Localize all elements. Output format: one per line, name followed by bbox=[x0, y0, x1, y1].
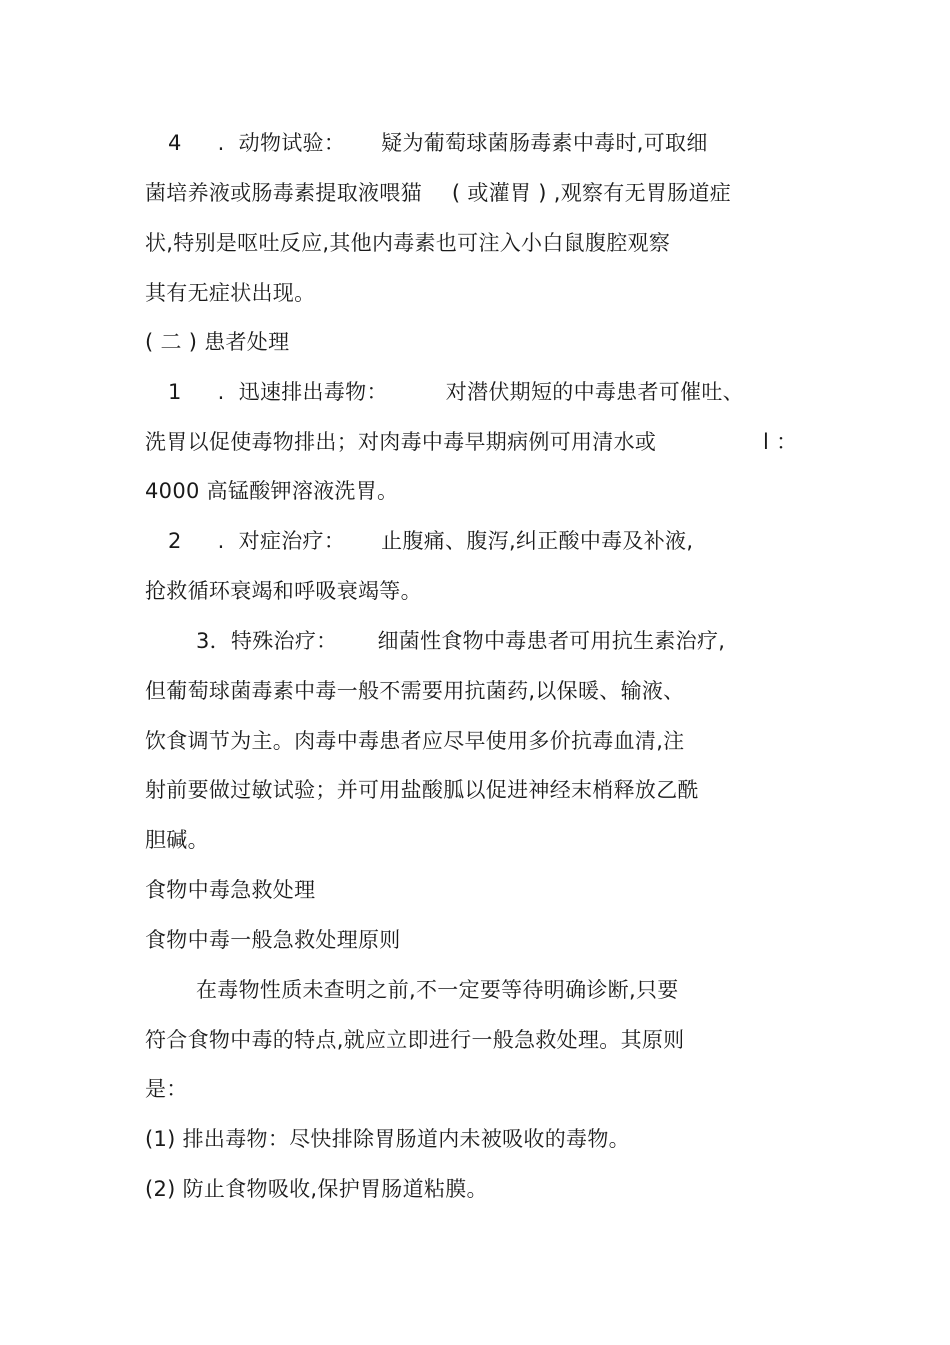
item1-line3: 4000 高锰酸钾溶液洗胃。 bbox=[145, 479, 399, 503]
principles-line2: 符合食物中毒的特点,就应立即进行一般急救处理。其原则 bbox=[145, 1028, 685, 1052]
item4-line2 bbox=[145, 178, 731, 208]
item1-line2b: l ： bbox=[763, 430, 798, 454]
principles-line3: 是： bbox=[145, 1077, 188, 1101]
item2-title: 对症治疗： bbox=[238, 529, 346, 553]
item2-number: 2 bbox=[168, 529, 182, 553]
section2-heading: ( 二 ) 患者处理 bbox=[145, 330, 290, 354]
principles-line1: 在毒物性质未查明之前,不一定要等待明确诊断,只要 bbox=[196, 978, 679, 1002]
item4-title: 动物试验： bbox=[238, 131, 346, 155]
item2-line1: 止腹痛、腹泻,纠正酸中毒及补液, bbox=[381, 529, 694, 553]
item4-line4: 其有无症状出现。 bbox=[145, 281, 316, 305]
item3-line5: 胆碱。 bbox=[145, 828, 209, 852]
item3-line3: 饮食调节为主。肉毒中毒患者应尽早使用多价抗毒血清,注 bbox=[145, 729, 685, 753]
item4-first-line bbox=[168, 128, 708, 158]
item4-line2a: 菌培养液或肠毒素提取液喂猫 bbox=[145, 181, 422, 205]
principle-1: (1) 排出毒物：尽快排除胃肠道内未被吸收的毒物。 bbox=[145, 1127, 630, 1151]
item1-first-line bbox=[168, 377, 744, 407]
item4-number: 4 bbox=[168, 131, 182, 155]
item2-dot: . bbox=[217, 529, 225, 553]
item1-dot: . bbox=[217, 380, 225, 404]
item1-number: 1 bbox=[168, 380, 182, 404]
item1-line1: 对潜伏期短的中毒患者可催吐、 bbox=[445, 380, 744, 404]
item3-line2: 但葡萄球菌毒素中毒一般不需要用抗菌药,以保暖、输液、 bbox=[145, 679, 685, 703]
item3-first-line bbox=[196, 626, 725, 656]
item1-line2a: 洗胃以促使毒物排出；对肉毒中毒早期病例可用清水或 bbox=[145, 430, 657, 454]
item3-label: 3．特殊治疗： bbox=[196, 629, 338, 653]
item4-line2b: ( 或灌胃 ) ,观察有无胃肠道症 bbox=[451, 181, 732, 205]
heading-principles: 食物中毒一般急救处理原则 bbox=[145, 928, 401, 952]
item3-line4: 射前要做过敏试验；并可用盐酸胍以促进神经末梢释放乙酰 bbox=[145, 778, 699, 802]
item2-first-line bbox=[168, 526, 693, 556]
item4-dot: . bbox=[217, 131, 225, 155]
item3-line1: 细菌性食物中毒患者可用抗生素治疗, bbox=[377, 629, 726, 653]
item4-line3: 状,特别是呕吐反应,其他内毒素也可注入小白鼠腹腔观察 bbox=[145, 231, 671, 255]
item2-line2: 抢救循环衰竭和呼吸衰竭等。 bbox=[145, 579, 422, 603]
heading-first-aid: 食物中毒急救处理 bbox=[145, 878, 316, 902]
item1-line2 bbox=[145, 427, 656, 457]
item1-title: 迅速排出毒物： bbox=[238, 380, 388, 404]
principle-2: (2) 防止食物吸收,保护胃肠道粘膜。 bbox=[145, 1177, 488, 1201]
item4-line1: 疑为葡萄球菌肠毒素中毒时,可取细 bbox=[381, 131, 708, 155]
